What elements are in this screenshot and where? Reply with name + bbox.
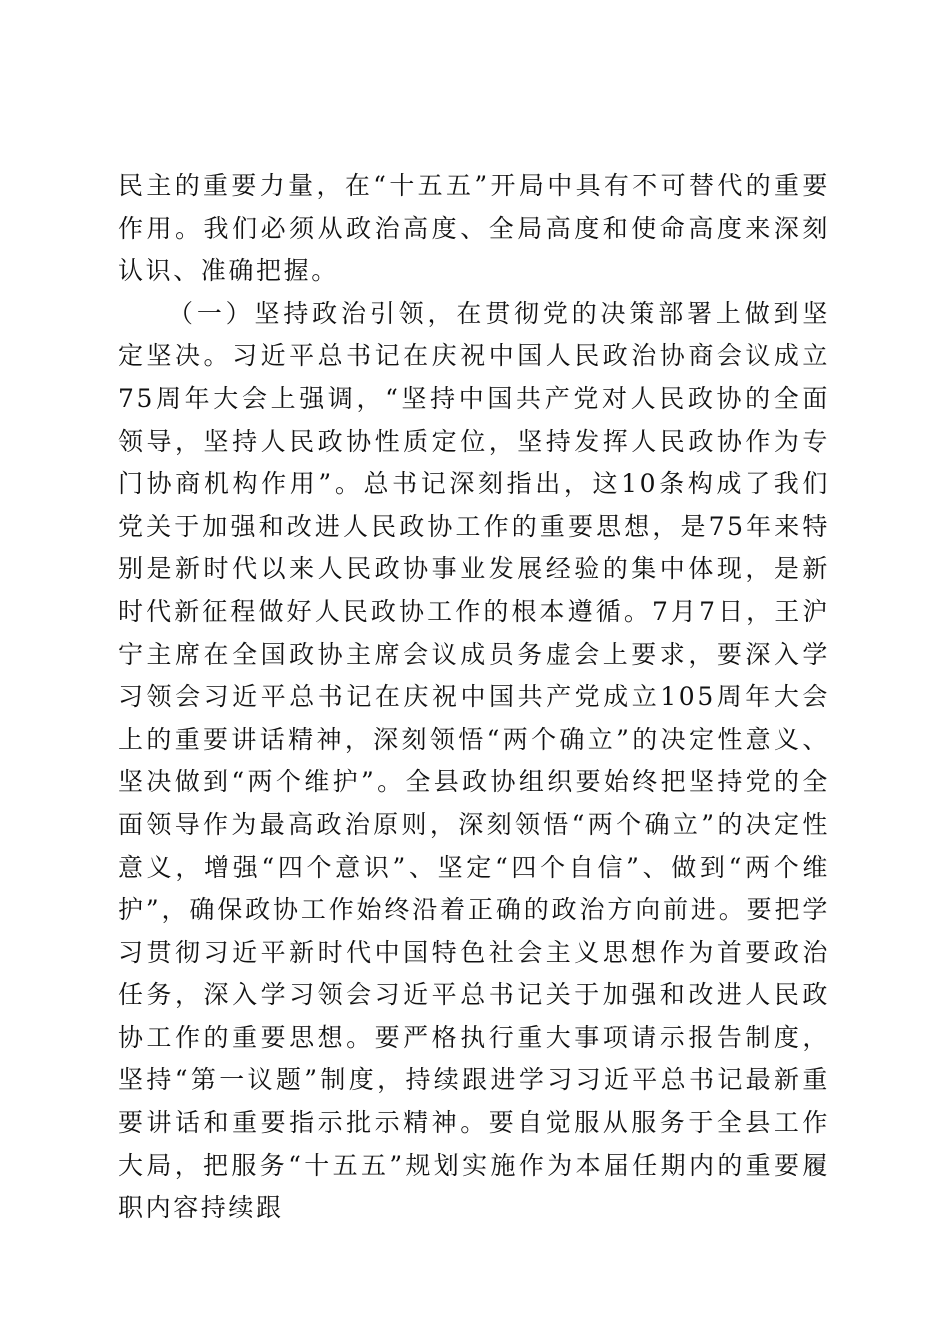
paragraph-continuation: 民主的重要力量，在“十五五”开局中具有不可替代的重要作用。我们必须从政治高度、全局高度和使命高度来深刻认识、准确把握。 xyxy=(118,171,830,286)
body-text xyxy=(118,165,830,1230)
paragraph-section-one: （一）坚持政治引领，在贯彻党的决策部署上做到坚定坚决。习近平总书记在庆祝中国人民政治协商会议成立75周年大会上强调，“坚持中国共产党对人民政协的全面领导，坚持人民政协性质定位，坚持发挥人民政协作为专门协商机构作用”。总书记深刻指出，这10条构成了我们党关于加强和改进人民政协工作的重要思想，是75年来特别是新时代以来人民政协事业发展经验的集中体现，是新时代新征程做好人民政协工作的根本遵循。7月7日，王沪宁主席在全国政协主席会议成员务虚会上要求，要深入学习领会习近平总书记在庆祝中国共产党成立105周年大会上的重要讲话精神，深刻领悟“两个确立”的决定性意义、坚决做到“两个维护”。全县政协组织要始终把坚持党的全面领导作为最高政治原则，深刻领悟“两个确立”的决定性意义，增强“四个意识”、坚定“四个自信”、做到“两个维护”，确保政协工作始终沿着正确的政治方向前进。要把学习贯彻习近平新时代中国特色社会主义思想作为首要政治任务，深入学习领会习近平总书记关于加强和改进人民政协工作的重要思想。要严格执行重大事项请示报告制度，坚持“第一议题”制度，持续跟进学习习近平总书记最新重要讲话和重要指示批示精神。要自觉服从服务于全县工作大局，把服务“十五五”规划实施作为本届任期内的重要履职内容持续跟 xyxy=(118,298,830,1223)
